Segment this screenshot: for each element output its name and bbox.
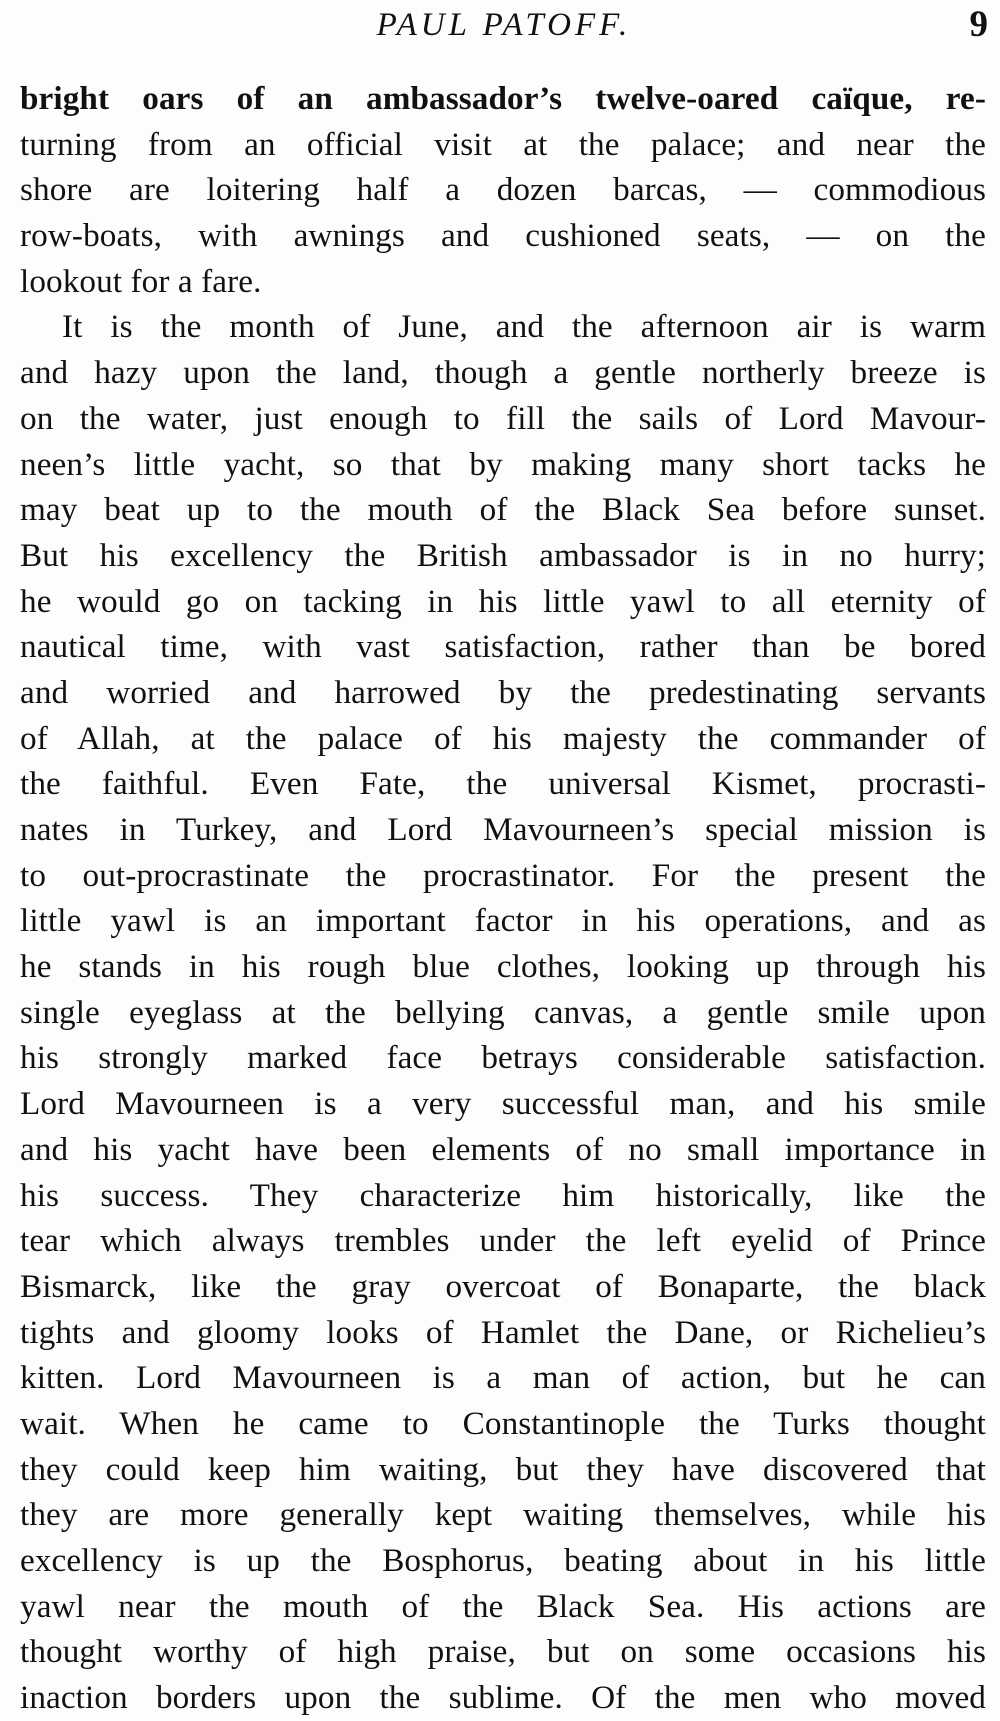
text-line: turning from an official visit at the palace; and near the — [20, 125, 986, 163]
text-line: bright oars of an ambassador’s twelve-oared caïque, re- — [20, 80, 986, 117]
text-line: tights and gloomy looks of Hamlet the Dane, or Richelieu’s — [20, 1313, 986, 1351]
text-line: little yawl is an important factor in his operations, and as — [20, 902, 986, 940]
text-line: his success. They characterize him historically, like the — [20, 1176, 986, 1214]
text-line: they are more generally kept waiting themselves, while his — [20, 1496, 986, 1534]
text-line: Bismarck, like the gray overcoat of Bonaparte, the black — [20, 1267, 986, 1305]
text-line: to out-procrastinate the procrastinator. For the present the — [20, 856, 986, 894]
body-text — [20, 76, 986, 1721]
text-line: nates in Turkey, and Lord Mavourneen’s special mission is — [20, 811, 986, 848]
text-line: he stands in his rough blue clothes, looking up through his — [20, 948, 986, 986]
running-title: PAUL PATOFF. — [376, 7, 632, 43]
text-line: excellency is up the Bosphorus, beating about in his little — [20, 1542, 986, 1579]
text-line: and worried and harrowed by the predestinating servants — [20, 673, 986, 711]
text-line: thought worthy of high praise, but on some occasions his — [20, 1633, 986, 1671]
text-line: and hazy upon the land, though a gentle northerly breeze is — [20, 354, 986, 392]
text-line: row-boats, with awnings and cushioned seats, — on the — [20, 217, 986, 255]
text-line: single eyeglass at the bellying canvas, a gentle smile upon — [20, 993, 986, 1031]
text-line: of Allah, at the palace of his majesty the commander of — [20, 719, 986, 757]
text-line: on the water, just enough to fill the sails of Lord Mavour- — [20, 399, 986, 437]
text-line: inaction borders upon the sublime. Of the men who moved — [20, 1679, 986, 1717]
text-line: shore are loitering half a dozen barcas, — commodious — [20, 171, 986, 209]
text-line: may beat up to the mouth of the Black Sea before sunset. — [20, 491, 986, 529]
text-line: neen’s little yacht, so that by making many short tacks he — [20, 445, 986, 483]
text-line: lookout for a fare. — [20, 262, 262, 300]
running-header — [20, 2, 988, 52]
page-number: 9 — [969, 4, 988, 45]
text-line: It is the month of June, and the afternoon air is warm — [62, 308, 986, 346]
text-line: kitten. Lord Mavourneen is a man of action, but he can — [20, 1359, 986, 1397]
text-line: nautical time, with vast satisfaction, rather than be bored — [20, 628, 986, 666]
text-line: wait. When he came to Constantinople the Turks thought — [20, 1404, 986, 1442]
text-line: Lord Mavourneen is a very successful man, and his smile — [20, 1085, 986, 1123]
text-line: the faithful. Even Fate, the universal Kismet, procrasti- — [20, 765, 986, 803]
text-line: they could keep him waiting, but they have discovered that — [20, 1450, 986, 1488]
text-line: he would go on tacking in his little yawl to all eternity of — [20, 582, 986, 620]
text-line: tear which always trembles under the left eyelid of Prince — [20, 1222, 986, 1260]
text-line: his strongly marked face betrays considerable satisfaction. — [20, 1039, 986, 1077]
text-line: yawl near the mouth of the Black Sea. His actions are — [20, 1587, 986, 1625]
text-line: But his excellency the British ambassador is in no hurry; — [20, 536, 986, 574]
text-line: and his yacht have been elements of no small importance in — [20, 1130, 986, 1168]
